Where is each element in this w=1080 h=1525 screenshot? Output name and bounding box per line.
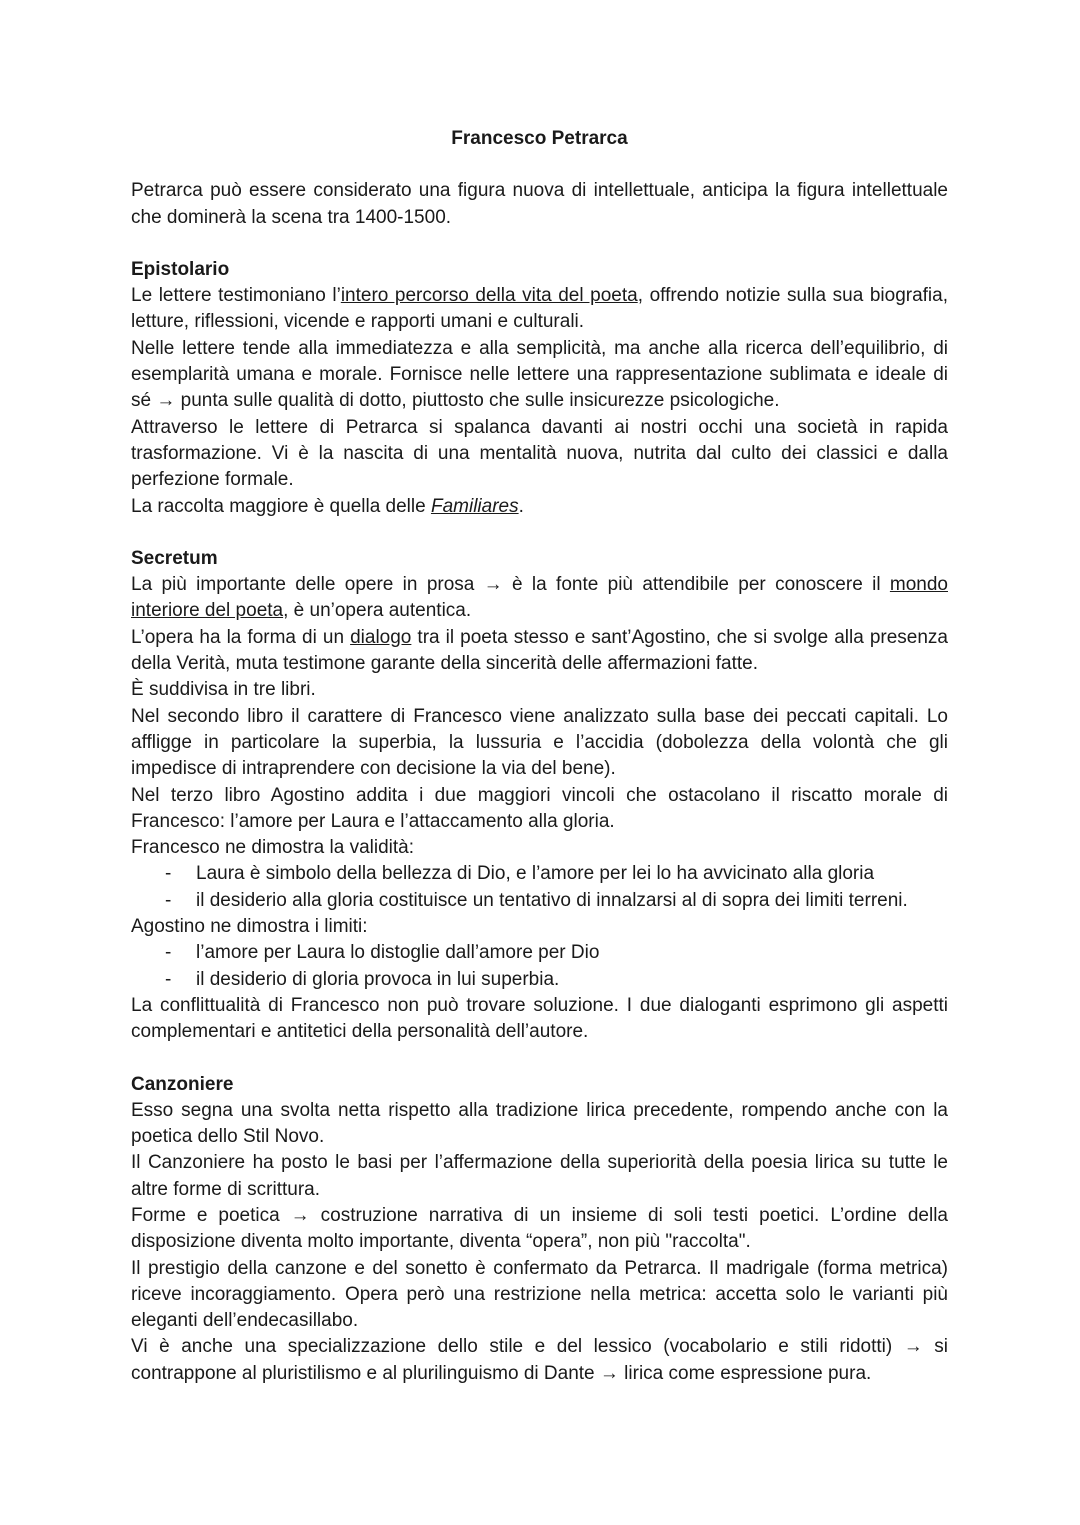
- secretum-paragraph-2: [131, 625, 948, 678]
- canzoniere-paragraph-2: Il Canzoniere ha posto le basi per l’affermazione della superiorità della poesia lirica su tutte le altre forme di scrittura.: [131, 1152, 948, 1200]
- list-item: - Laura è simbolo della bellezza di Dio, e l’amore per lei lo ha avvicinato alla gloria: [165, 861, 948, 887]
- underlined-text: mondo interiore del poeta: [131, 574, 948, 622]
- document-page: [131, 126, 948, 1387]
- canzoniere-paragraph-1: Esso segna una svolta netta rispetto alla tradizione lirica precedente, rompendo anche con la poetica dello Stil Novo.: [131, 1099, 948, 1148]
- section-canzoniere: [131, 1072, 948, 1388]
- underlined-text: dialogo: [350, 626, 412, 648]
- canzoniere-paragraph-3: Forme e poetica → costruzione narrativa di un insieme di soli testi poetici. L’ordine della disposizione diventa molto importante, diventa “opera”, non più "raccolta".: [131, 1204, 948, 1253]
- list-item: - il desiderio alla gloria costituisce un tentativo di innalzarsi al di sopra dei limiti terreni.: [165, 888, 948, 914]
- text-span: Le lettere testimoniano l’: [131, 285, 341, 307]
- italic-underlined-text: Familiares: [430, 495, 519, 517]
- page-title: Francesco Petrarca: [451, 128, 628, 149]
- list-item: - l’amore per Laura lo distoglie dall’amore per Dio: [165, 940, 948, 966]
- intro-paragraph: Petrarca può essere considerato una figura nuova di intellettuale, anticipa la figura intellettuale che dominerà la scena tra 1400-1500.: [131, 180, 948, 228]
- section-secretum: [131, 546, 948, 1046]
- secretum-paragraph-3: È suddivisa in tre libri.: [131, 679, 316, 701]
- text-span: .: [518, 495, 524, 517]
- text-span: La più importante delle opere in prosa → è la fonte più attendibile per conoscere il: [131, 574, 890, 596]
- text-span: L’opera ha la forma di un: [131, 626, 351, 648]
- secretum-paragraph-6: La conflittualità di Francesco non può trovare soluzione. I due dialoganti esprimono gli aspetti complementari e antitetici della personalità dell’autore.: [131, 994, 948, 1043]
- underlined-text: intero percorso della vita del poeta: [340, 285, 638, 307]
- text-span: , è un’opera autentica.: [283, 600, 472, 622]
- epistolario-paragraph-3: Attraverso le lettere di Petrarca si spalanca davanti ai nostri occhi una società in rapida trasformazione. Vi è la nascita di una mentalità nuova, nutrita dal culto dei classici e dalla perfezione formale.: [131, 416, 948, 491]
- list-item: - il desiderio di gloria provoca in lui superbia.: [165, 967, 948, 993]
- text-span: La raccolta maggiore è quella delle: [131, 495, 431, 517]
- secretum-paragraph-1: [131, 572, 948, 625]
- canzoniere-paragraph-5: Vi è anche una specializzazione dello stile e del lessico (vocabolario e stili ridotti) → si contrappone al pluristilismo e al plurilinguismo di Dante → lirica come espressione pura.: [131, 1336, 948, 1384]
- secretum-paragraph-5: Nel terzo libro Agostino addita i due maggiori vincoli che ostacolano il riscatto morale di Francesco: l’amore per Laura e l’attaccamento alla gloria.: [131, 784, 948, 832]
- section-heading-secretum: Secretum: [131, 547, 218, 569]
- epistolario-paragraph-1: [131, 283, 948, 336]
- section-heading-canzoniere: Canzoniere: [131, 1073, 234, 1095]
- section-epistolario: [131, 257, 948, 520]
- francesco-list: [131, 861, 948, 914]
- agostino-list-intro: Agostino ne dimostra i limiti:: [131, 916, 368, 938]
- francesco-list-intro: Francesco ne dimostra la validità:: [131, 837, 415, 859]
- secretum-paragraph-4: Nel secondo libro il carattere di Francesco viene analizzato sulla base dei peccati capitali. Lo affligge in particolare la superbia, la lussuria e l’accidia (dobolezza della volontà che gli impedisce di intraprendere con decisione la via del bene).: [131, 705, 948, 780]
- text-span: , offrendo notizie sulla sua biografia, letture, riflessioni, vicende e rapporti umani e culturali.: [131, 285, 948, 333]
- agostino-list: [131, 940, 948, 993]
- epistolario-paragraph-4: [131, 494, 948, 520]
- epistolario-paragraph-2: Nelle lettere tende alla immediatezza e alla semplicità, ma anche alla ricerca dell’equilibrio, di esemplarità umana e morale. Fornisce nelle lettere una rappresentazione sublimata e ideale di sé → punta sulle qualità di dotto, piuttosto che sulle insicurezze psicologiche.: [131, 337, 948, 412]
- canzoniere-paragraph-4: Il prestigio della canzone e del sonetto è confermato da Petrarca. Il madrigale (forma metrica) riceve incoraggiamento. Opera però una restrizione nella metrica: accetta solo le varianti più eleganti dell’endecasillabo.: [131, 1257, 948, 1332]
- text-span: tra il poeta stesso e sant’Agostino, che si svolge alla presenza della Verità, muta testimone garante della sincerità delle affermazioni fatte.: [131, 626, 949, 675]
- section-heading-epistolario: Epistolario: [131, 258, 230, 280]
